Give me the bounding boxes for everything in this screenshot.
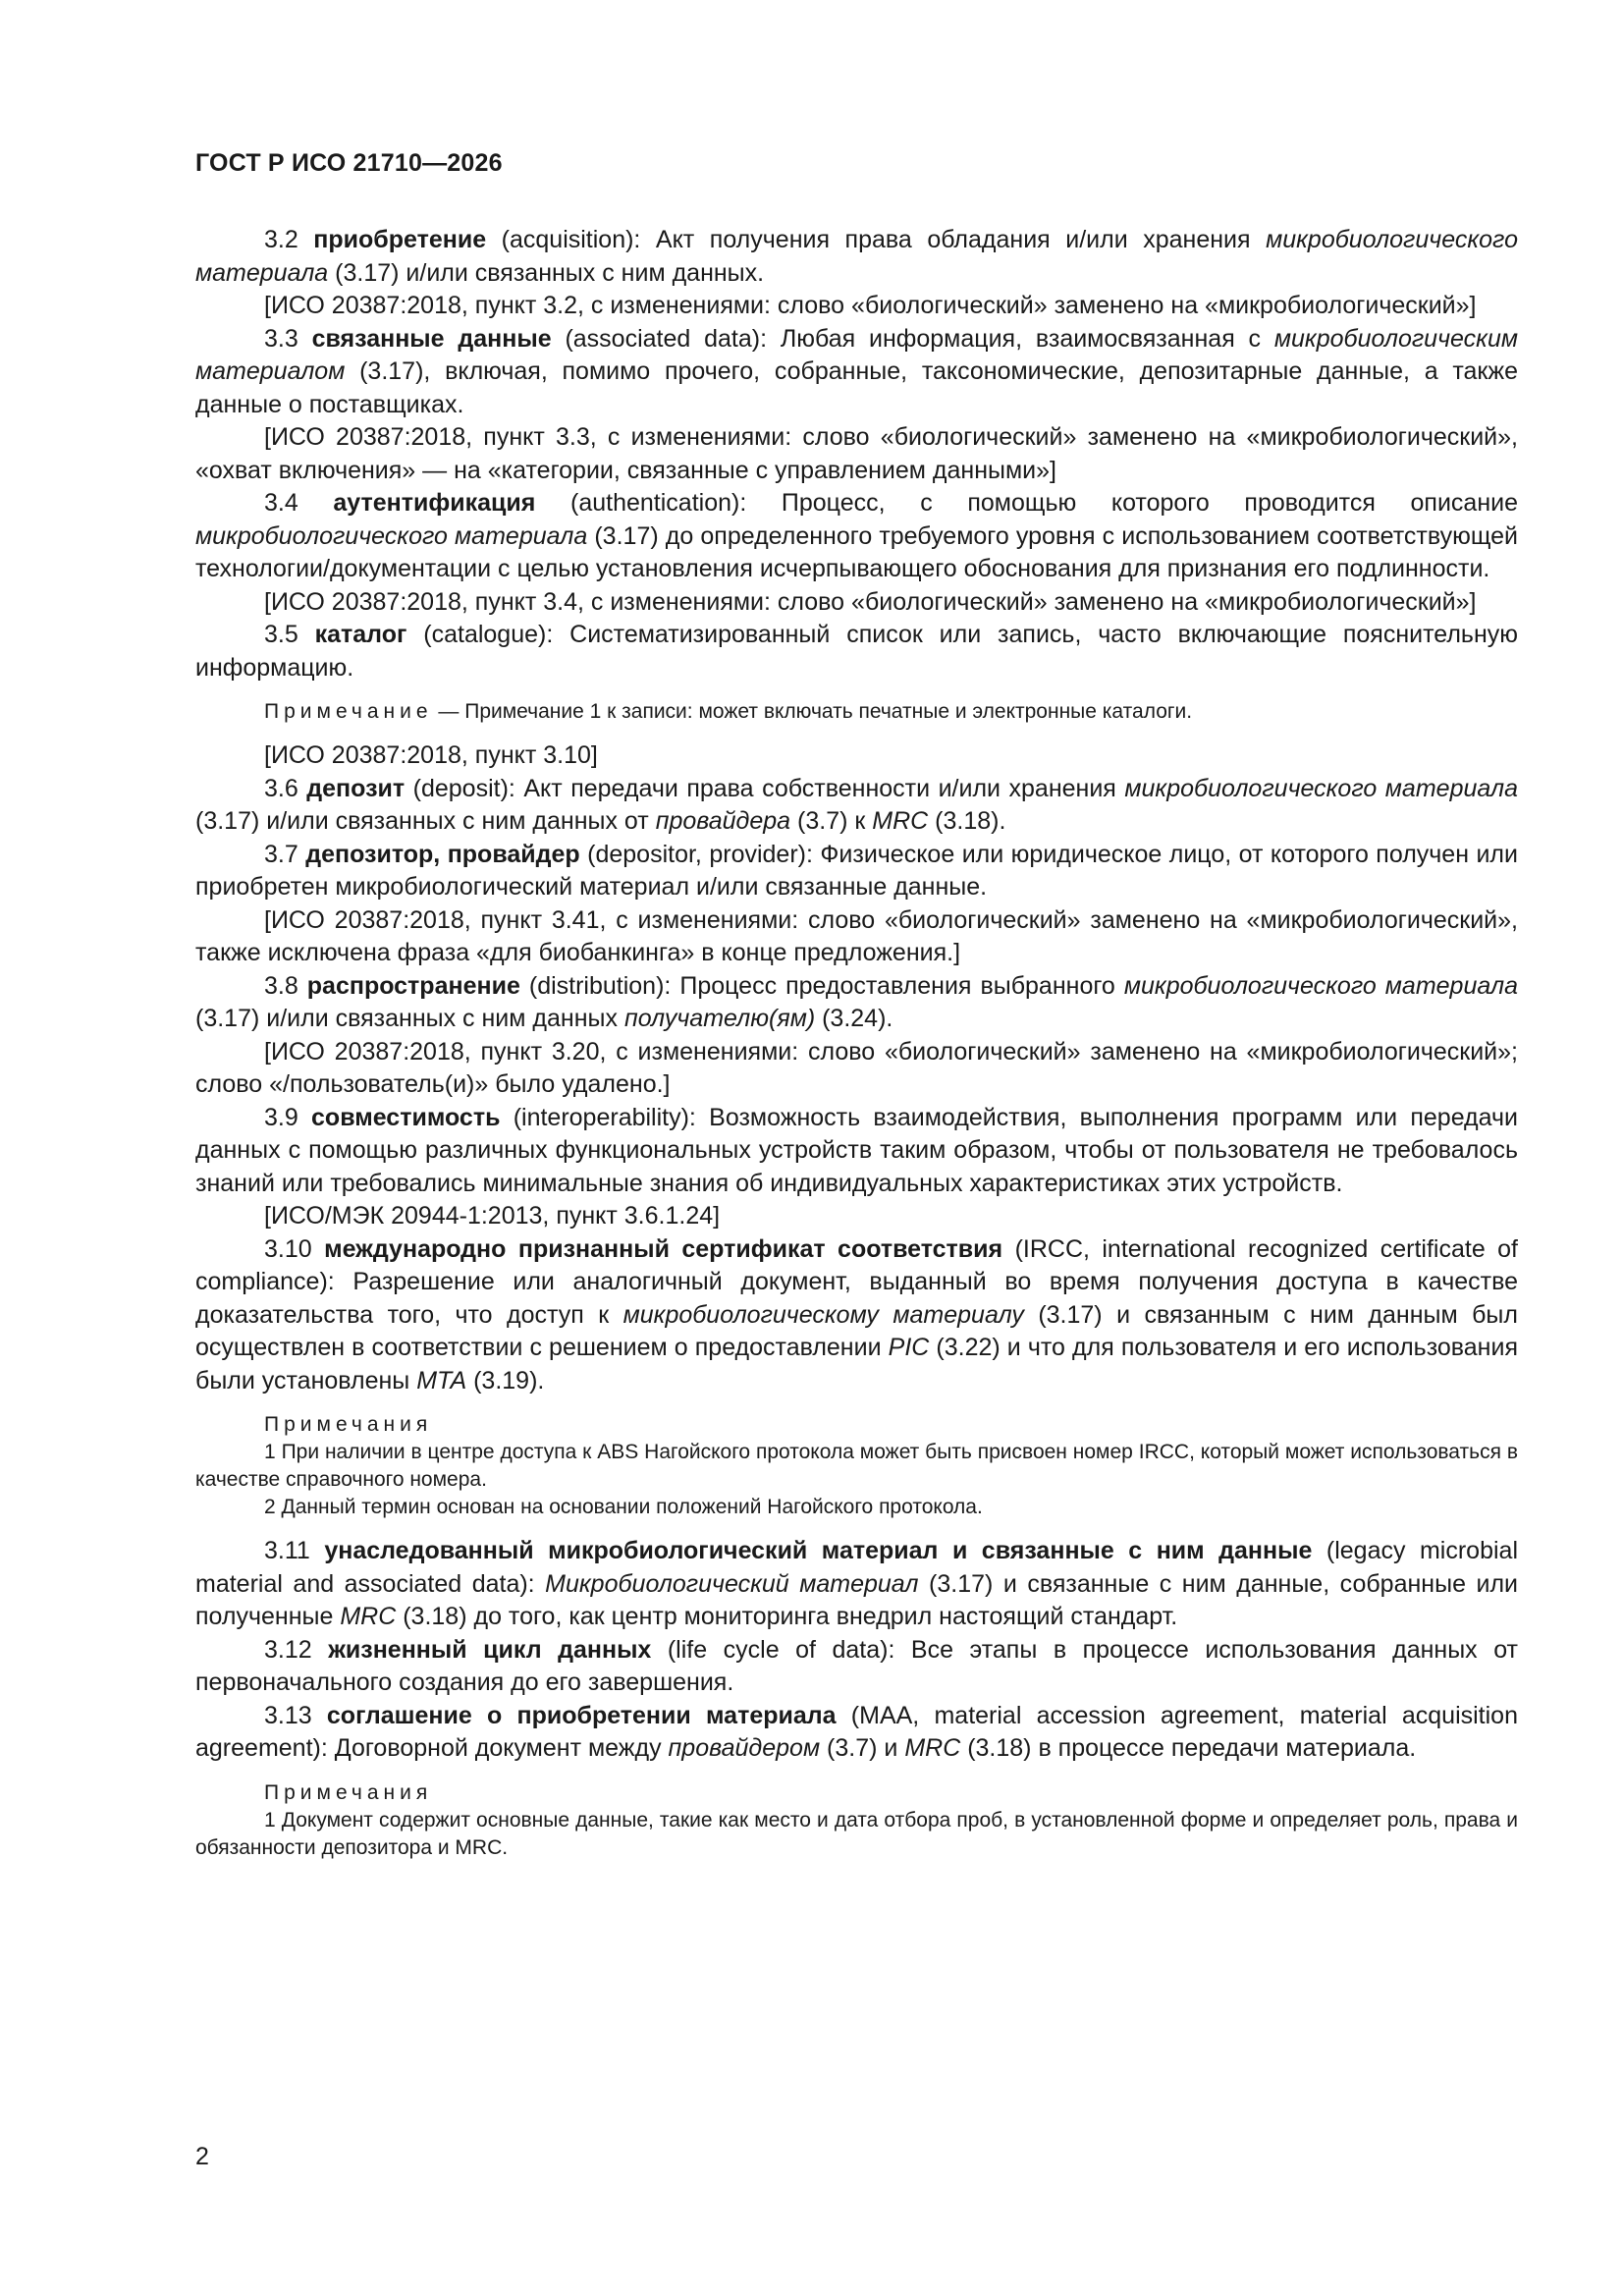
term-source: [ИСО 20387:2018, пункт 3.20, с изменениями: слово «биологический» заменено на «микробиологический»; слово «/пользователь(и)» было удалено.] [195, 1037, 1518, 1098]
term-ref: микробиологического материала [1123, 971, 1518, 1000]
term-text: (life cycle of data): Все этапы в процессе использования данных от первоначального создания до его завершения. [195, 1635, 1519, 1696]
term-ref: микробиологическим материалом [195, 324, 1518, 385]
term-name: жизненный цикл данных [328, 1635, 652, 1664]
notes-heading [195, 1779, 1518, 1807]
term-name: депозит [306, 774, 406, 802]
term-text: (3.7) и [820, 1734, 905, 1762]
term-ref: MRC [872, 807, 929, 835]
document-header: ГОСТ Р ИСО 21710—2026 [195, 149, 503, 177]
term-name: приобретение [313, 226, 487, 253]
term-name: аутентификация [333, 489, 536, 517]
term-name: каталог [314, 621, 407, 648]
term-3-8 [195, 970, 1518, 1036]
term-source: [ИСО/МЭК 20944-1:2013, пункт 3.6.1.24] [264, 1202, 721, 1230]
term-note: 2 Данный термин основан на основании положений Нагойского протокола. [264, 1496, 983, 1518]
term-ref: микробиологическому материалу [622, 1300, 1024, 1329]
term-number: 3.3 [264, 324, 312, 353]
term-text: (authentication): Процесс, с помощью которого проводится описание [535, 489, 1518, 517]
term-name: совместимость [311, 1103, 501, 1131]
term-text: (3.17) и/или связанных с ним данных [195, 1005, 624, 1032]
term-text: (3.17) и/или связанных с ним данных от [195, 807, 656, 835]
term-3-5 [195, 619, 1518, 684]
term-ref: микробиологического материала [1124, 774, 1519, 802]
term-ref: микробиологического материала [195, 521, 588, 550]
term-number: 3.12 [264, 1635, 329, 1664]
term-text: (3.18) до того, как центр мониторинга внедрил настоящий стандарт. [396, 1603, 1178, 1630]
term-ref: получателю(ям) [623, 1005, 816, 1032]
term-number: 3.13 [264, 1701, 327, 1729]
term-3-3 [195, 323, 1518, 422]
term-text: (associated data): Любая информация, взаимосвязанная с [551, 324, 1274, 353]
term-number: 3.5 [264, 621, 315, 648]
term-text: (3.17) и/или связанных с ним данных. [328, 258, 765, 287]
term-3-11 [195, 1535, 1518, 1634]
term-source: [ИСО 20387:2018, пункт 3.3, с изменениями: слово «биологический» заменено на «микробиологический», «охват включения» — на «категории, связанные с управлением данными»] [195, 423, 1518, 484]
note-label: Примечание [264, 700, 433, 723]
note-text: — Примечание 1 к записи: может включать печатные и электронные каталоги. [432, 700, 1193, 723]
term-number: 3.6 [264, 774, 307, 802]
term-name: распространение [306, 971, 520, 1000]
term-ref: Микробиологический материал [545, 1569, 919, 1598]
notes-label: Примечания [264, 1780, 433, 1804]
document-body [195, 224, 1518, 1862]
notes-label: Примечания [264, 1413, 433, 1436]
term-number: 3.4 [264, 489, 334, 517]
term-text: (3.17) и связанным с ним данным был осуществлен в соответствии с решением о предоставлении [195, 1300, 1518, 1361]
term-3-10 [195, 1233, 1518, 1398]
term-text: (3.18) в процессе передачи материала. [960, 1734, 1417, 1762]
term-number: 3.2 [264, 226, 314, 253]
term-number: 3.8 [264, 971, 307, 1000]
term-3-6 [195, 773, 1518, 839]
term-name: связанные данные [311, 324, 552, 353]
term-name: соглашение о приобретении материала [326, 1701, 837, 1729]
term-note [195, 698, 1518, 726]
term-ref: провайдером [668, 1734, 821, 1762]
term-text: (deposit): Акт передачи права собственности и/или хранения [405, 774, 1125, 802]
term-text: (acquisition): Акт получения права обладания и/или хранения [486, 226, 1267, 253]
term-note: 1 При наличии в центре доступа к ABS Нагойского протокола может быть присвоен номер IRCC, который может использоваться в качестве справочного номера. [195, 1441, 1518, 1491]
term-text: (legacy microbial material and associated data): [195, 1537, 1519, 1598]
term-ref: PIC [888, 1334, 930, 1361]
term-3-2 [195, 224, 1518, 290]
term-3-7 [195, 839, 1518, 904]
term-note: 1 Документ содержит основные данные, такие как место и дата отбора проб, в установленной форме и определяет роль, права и обязанности депозитора и MRC. [195, 1808, 1518, 1859]
term-name: депозитор, провайдер [305, 840, 580, 868]
term-text: (interoperability): Возможность взаимодействия, выполнения программ или передачи данных с помощью различных функциональных устройств таким образом, чтобы от пользователя не требовалось знаний или требовались минимальные знания об индивидуальных характеристиках этих устройств. [195, 1103, 1518, 1197]
term-number: 3.10 [264, 1234, 325, 1263]
term-number: 3.9 [264, 1103, 312, 1131]
term-ref: MRC [904, 1734, 961, 1762]
term-text: (3.7) к [790, 807, 873, 835]
term-number: 3.11 [264, 1537, 325, 1564]
term-3-9 [195, 1102, 1518, 1201]
term-text: (3.19). [466, 1366, 545, 1394]
term-text: (catalogue): Систематизированный список или запись, часто включающие пояснительную информацию. [195, 621, 1518, 682]
term-ref: провайдера [655, 807, 791, 835]
term-source: [ИСО 20387:2018, пункт 3.4, с изменениями: слово «биологический» заменено на «микробиологический»] [264, 587, 1477, 616]
term-text: (3.17) и связанные с ним данные, собранные или полученные [195, 1569, 1519, 1630]
term-ref: микробиологического материала [195, 226, 1519, 287]
notes-heading [195, 1411, 1518, 1439]
term-ref: MTA [416, 1366, 467, 1394]
term-text: (distribution): Процесс предоставления выбранного [519, 971, 1124, 1000]
term-text: (3.24). [815, 1005, 893, 1032]
term-text: (3.18). [928, 807, 1006, 835]
term-name: международно признанный сертификат соответствия [324, 1234, 1003, 1263]
term-number: 3.7 [264, 840, 306, 868]
term-name: унаследованный микробиологический материал и связанные с ним данные [324, 1537, 1313, 1564]
term-3-13 [195, 1700, 1518, 1766]
term-source: [ИСО 20387:2018, пункт 3.2, с изменениями: слово «биологический» заменено на «микробиологический»] [264, 292, 1477, 319]
term-3-4 [195, 487, 1518, 586]
term-source: [ИСО 20387:2018, пункт 3.10] [264, 741, 598, 769]
term-text: (3.17) до определенного требуемого уровня с использованием соответствующей технологии/документации с целью установления исчерпывающего обоснования для признания его подлинности. [195, 521, 1518, 582]
term-text: (depositor, provider): Физическое или юридическое лицо, от которого получен или приобретен микробиологический материал и/или связанные данные. [195, 840, 1518, 901]
term-text: (3.22) и что для пользователя и его использования были установлены [195, 1334, 1518, 1394]
term-text: (MAA, material accession agreement, material acquisition agreement): Договорной документ между [195, 1701, 1518, 1762]
term-text: (3.17), включая, помимо прочего, собранные, таксономические, депозитарные данные, а также данные о поставщиках. [195, 357, 1518, 418]
term-source: [ИСО 20387:2018, пункт 3.41, с изменениями: слово «биологический» заменено на «микробиологический», также исключена фраза «для биобанкинга» в конце предложения.] [195, 905, 1518, 966]
term-3-12 [195, 1634, 1518, 1700]
page-number: 2 [195, 2143, 209, 2170]
term-ref: MRC [340, 1603, 397, 1630]
term-text: (IRCC, international recognized certificate of compliance): Разрешение или аналогичный документ, выданный во время получения доступа в качестве доказательства того, что доступ к [195, 1234, 1519, 1329]
